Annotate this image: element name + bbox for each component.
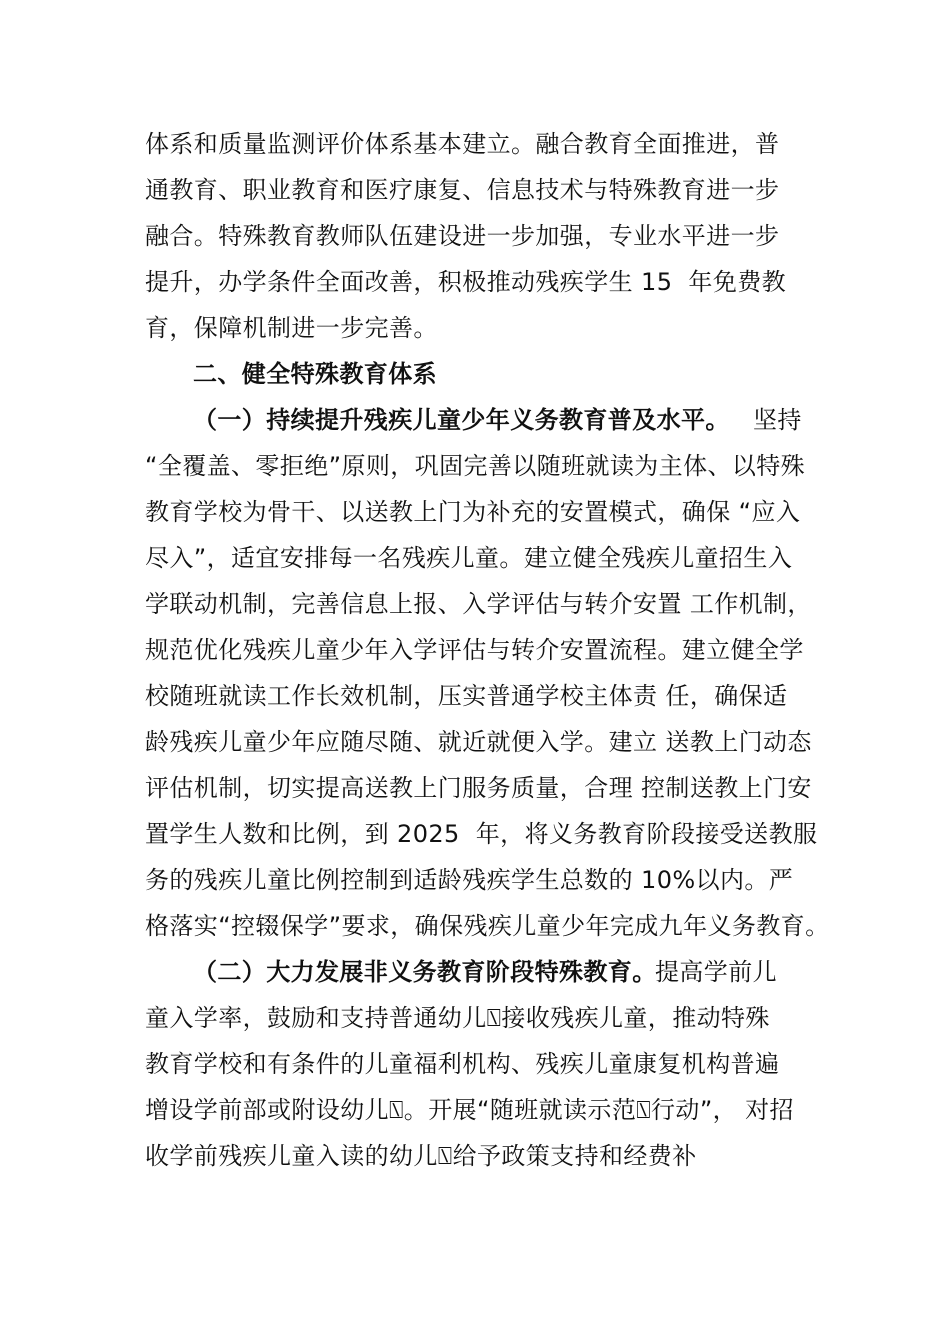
body-text-line: 校随班就读工作长效机制，压实普通学校主体责 任，确保适 xyxy=(145,682,788,710)
body-text-line: 收学前残疾儿童入读的幼儿⍂给予政策支持和经费补 xyxy=(145,1142,697,1170)
body-text-line: 教育学校为骨干、以送教上门为补充的安置模式，确保 “应入 xyxy=(145,498,801,526)
body-text-line: 学联动机制，完善信息上报、入学评估与转介安置 工作机制， xyxy=(145,590,812,618)
body-text-line: 童入学率，鼓励和支持普通幼儿⍂接收残疾儿童，推动特殊 xyxy=(145,1004,770,1032)
body-text-line: 格落实“控辍保学”要求，确保残疾儿童少年完成九年义务教育。 xyxy=(145,912,830,940)
body-text-fragment: 坚持 xyxy=(753,406,802,434)
body-text-line: 规范优化残疾儿童少年入学评估与转介安置流程。建立健全学 xyxy=(145,636,804,664)
subsection-heading: （一）持续提升残疾儿童少年义务教育普及水平。 xyxy=(193,406,730,434)
body-text-line: 教育学校和有条件的儿童福利机构、残疾儿童康复机构普遍 xyxy=(145,1050,780,1078)
body-text-line: 育，保障机制进一步完善。 xyxy=(145,314,438,342)
body-text-line: 置学生人数和比例，到 2025 年，将义务教育阶段接受送教服 xyxy=(145,820,818,848)
body-text-fragment: 提高学前儿 xyxy=(655,958,777,986)
body-text-line: 务的残疾儿童比例控制到适龄残疾学生总数的 10%以内。严 xyxy=(145,866,794,894)
body-text-line: 评估机制，切实提高送教上门服务质量，合理 控制送教上门安 xyxy=(145,774,812,802)
subsection-heading: （二）大力发展非义务教育阶段特殊教育。 xyxy=(193,958,657,986)
body-text-line: 通教育、职业教育和医疗康复、信息技术与特殊教育进一步 xyxy=(145,176,780,204)
body-text-line: 尽入”，适宜安排每一名残疾儿童。建立健全残疾儿童招生入 xyxy=(145,544,793,572)
body-text-line: 提升，办学条件全面改善，积极推动残疾学生 15 年免费教 xyxy=(145,268,787,296)
body-text-line: 融合。特殊教育教师队伍建设进一步加强，专业水平进一步 xyxy=(145,222,780,250)
body-text-line: 龄残疾儿童少年应随尽随、就近就便入学。建立 送教上门动态 xyxy=(145,728,812,756)
body-text-line: 增设学前部或附设幼儿⍂。开展“随班就读示范⍂行动”， 对招 xyxy=(145,1096,794,1124)
body-text-line: 体系和质量监测评价体系基本建立。融合教育全面推进，普 xyxy=(145,130,780,158)
body-text-line: “全覆盖、零拒绝”原则，巩固完善以随班就读为主体、以特殊 xyxy=(145,452,806,480)
section-heading: 二、健全特殊教育体系 xyxy=(193,360,437,388)
